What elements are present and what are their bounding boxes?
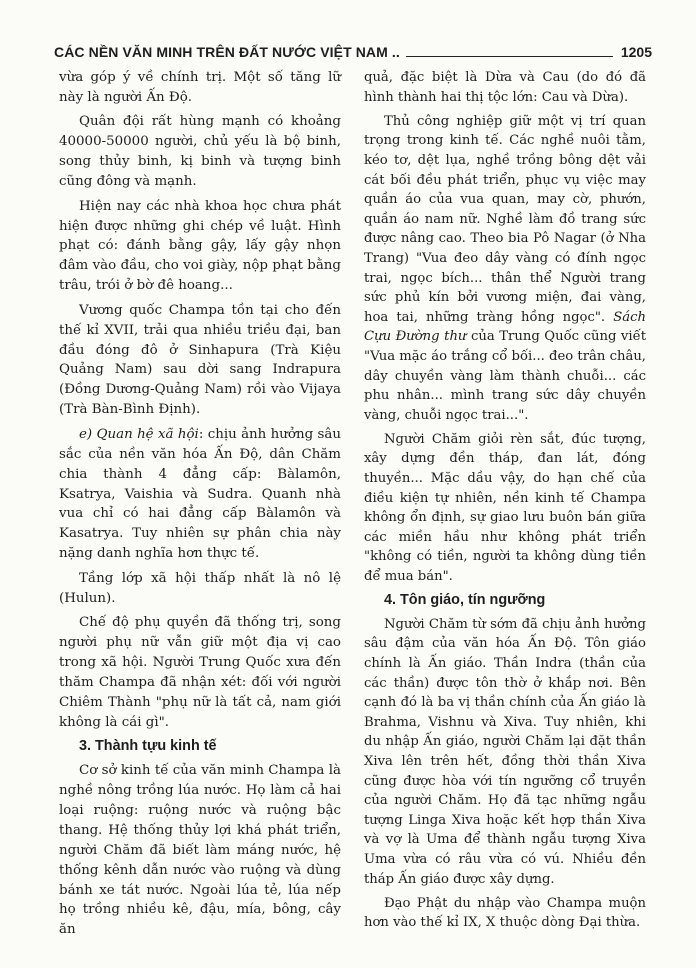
book-title: Sách Cựu Đường thư — [364, 309, 646, 345]
running-header-title: CÁC NỀN VĂN MINH TRÊN ĐẤT NƯỚC VIỆT NAM .. — [54, 44, 400, 60]
paragraph: Vương quốc Champa tồn tại cho đến thế kỉ XVII, trải qua nhiều triều đại, ban đầu đóng đô ở Sinhapura (Trà Kiệu Quảng Nam) sau dời sang Indrapura (Đồng Dương-Quảng Nam) rồi vào Vijaya (Trà Bàn-Bình Định). — [59, 302, 341, 418]
running-header — [54, 41, 652, 63]
paragraph-text: của Trung Quốc cũng viết "Vua mặc áo trắng cổ bối... đeo trân châu, dây chuyền vàng làm thành chuỗi... các phu nhân... mình trang sức dây chuyền vàng, chuỗi ngọc trai...". — [364, 329, 646, 423]
paragraph: Cơ sở kinh tế của văn minh Champa là nghề nông trồng lúa nước. Họ làm cả hai loại ruộng: ruộng nước và ruộng bậc thang. Hệ thống thủy lợi khá phát triển, người Chăm đã biết làm máng nước, hệ thống kênh dẫn nước vào ruộng và dùng bánh xe tát nước. Ngoài lúa tẻ, lúa nếp họ trồng nhiều kê, đậu, mía, bông, cây ăn — [59, 763, 341, 938]
paragraph — [59, 425, 341, 564]
paragraph-text: Thủ công nghiệp giữ một vị trí quan trọng trong kinh tế. Các nghề nuôi tằm, kéo tơ, dệt lụa, nghề trồng bông dệt vải cát bối đều phát triển, phục vụ việc may quần áo của vua quan, may cờ, phướn, quần áo nam nữ. Nghề làm đồ trang sức được nâng cao. Theo bia Pô Nagar (ở Nha Trang) "Vua đeo dây vàng có đính ngọc trai, ngọc bích... thân thể Người trang sức phủ kín bởi vương miện, đai vàng, hoa tai, những tràng hồng ngọc". — [364, 113, 646, 325]
page-number: 1205 — [620, 44, 652, 60]
paragraph: Chế độ phụ quyền đã thống trị, song người phụ nữ vẫn giữ một địa vị cao trong xã hội. Người Trung Quốc xưa đến thăm Champa đã nhận xét: đối với người Chiêm Thành "phụ nữ là tất cả, nam giới không là cái gì". — [59, 615, 341, 730]
paragraph: Hiện nay các nhà khoa học chưa phát hiện được những ghi chép về luật. Hình phạt có: đánh bằng gậy, lấy gậy nhọn đâm vào đầu, cho voi giày, nộp phạt bằng trâu, trói ở bờ đê hoang... — [59, 198, 341, 294]
header-rule — [406, 56, 613, 57]
paragraph: Người Chăm từ sớm đã chịu ảnh hưởng sâu đậm của văn hóa Ấn Độ. Tôn giáo chính là Ấn giáo. Thần Indra (thần của các thần) được tôn thờ ở khắp nơi. Bên cạnh đó là ba vị thần chính của Ấn giáo là Brahma, Vishnu và Xiva. Tuy nhiên, khi du nhập Ấn giáo, người Chăm lại đặt thần Xiva lên trên hết, đồng thời thần Xiva cũng được hòa với tín ngưỡng cổ truyền của người Chăm. Họ đã tạc những ngẫu tượng Linga Xiva hoặc kết hợp thần Xiva và vợ là Uma để thành ngẫu tượng Xiva Uma vừa có râu vừa có vú. Nhiều đền tháp Ấn giáo được xây dựng. — [364, 616, 646, 887]
paragraph: Tầng lớp xã hội thấp nhất là nô lệ (Hulun). — [59, 570, 341, 606]
right-column — [364, 68, 646, 938]
left-column — [59, 68, 341, 945]
paragraph: vừa góp ý về chính trị. Một số tăng lữ này là người Ấn Độ. — [59, 70, 341, 105]
section-heading: 3. Thành tựu kinh tế — [79, 738, 217, 755]
paragraph: quả, đặc biệt là Dừa và Cau (do đó đã hình thành hai thị tộc lớn: Cau và Dừa). — [364, 70, 646, 105]
paragraph: Quân đội rất hùng mạnh có khoảng 40000-50000 người, chủ yếu là bộ binh, song thủy binh, kị binh và tượng binh cũng đông và mạnh. — [59, 114, 341, 190]
paragraph: Người Chăm giỏi rèn sắt, đúc tượng, xây dựng đền tháp, đan lát, đóng thuyền... Mặc dầu vậy, do hạn chế của điều kiện tự nhiên, nền kinh tế Champa không ổn định, sự giao lưu buôn bán giữa các miền hầu như không phát triển "không có tiền, người ta không dùng tiền để mua bán". — [364, 431, 646, 585]
paragraph — [364, 112, 646, 426]
paragraph-text: : chịu ảnh hưởng sâu sắc của nền văn hóa Ấn Độ, dân Chăm chia thành 4 đẳng cấp: Bàlamôn, Ksatrya, Vaishia và Sudra. Quanh nhà vua chỉ có hai đẳng cấp Bàlamôn và Kasatrya. Tuy nhiên sự phân chia này nặng danh nghĩa hơn thực tế. — [59, 426, 341, 562]
section-heading: 4. Tôn giáo, tín ngưỡng — [384, 592, 546, 609]
paragraph: Đạo Phật du nhập vào Champa muộn hơn vào thế kỉ IX, X thuộc dòng Đại thừa. — [364, 895, 646, 931]
italic-label: e) Quan hệ xã hội — [79, 426, 199, 442]
